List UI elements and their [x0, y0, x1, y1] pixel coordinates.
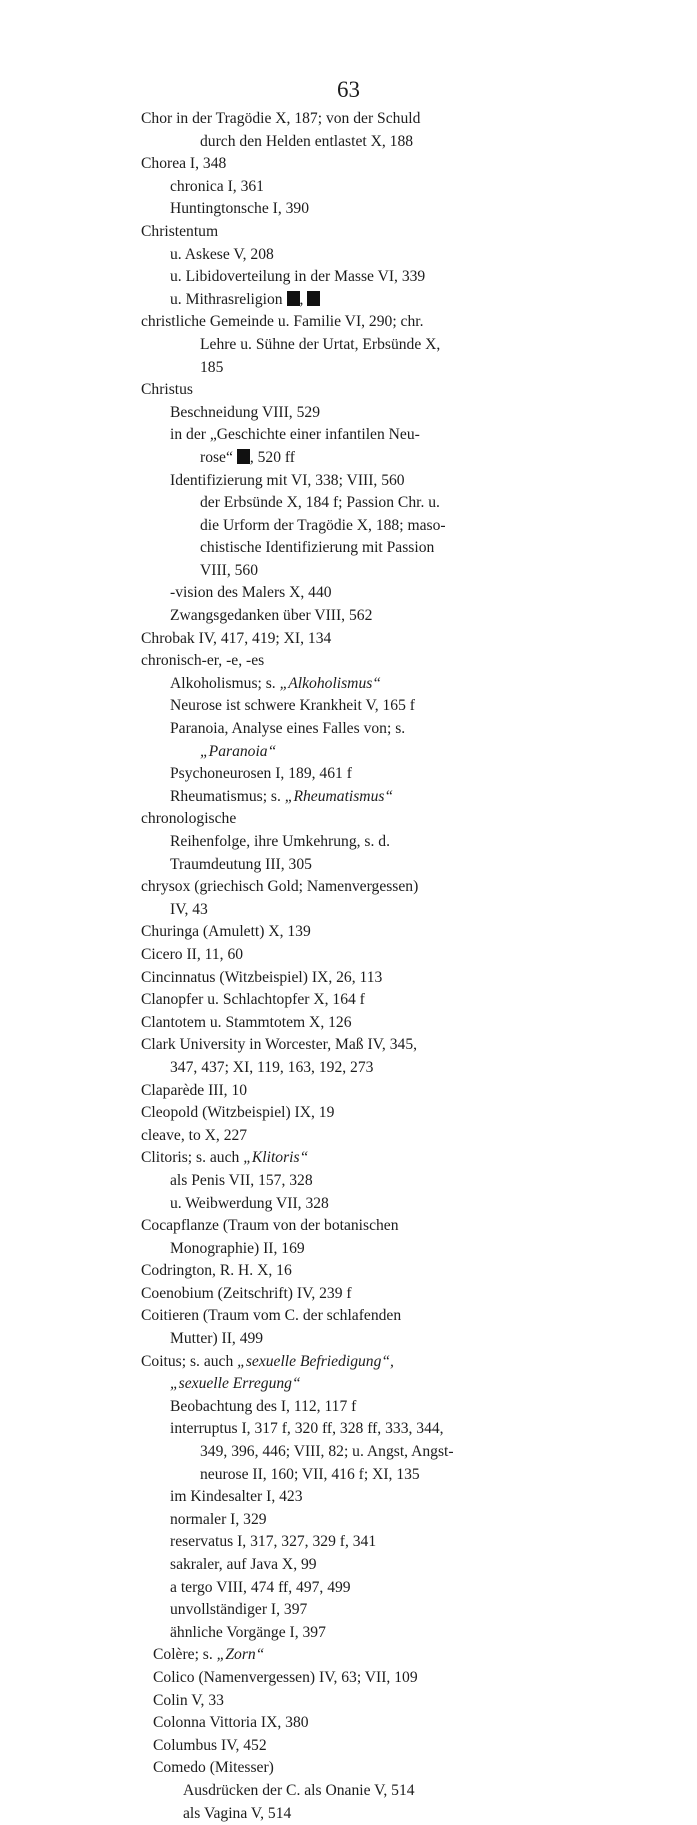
index-reference: „sexuelle Erregung“ [170, 1375, 301, 1393]
index-line [0, 1260, 697, 1283]
index-text: VIII, 560 [200, 561, 259, 579]
index-line [0, 1283, 697, 1306]
index-line [0, 1147, 697, 1170]
index-line [0, 221, 697, 244]
index-text: durch den Helden entlastet X, 188 [200, 132, 414, 150]
index-line [0, 944, 697, 967]
index-line [0, 1712, 697, 1735]
index-text: Clark University in Worcester, Maß IV, 345, [141, 1036, 418, 1054]
index-line [0, 1238, 697, 1261]
index-line [0, 1667, 697, 1690]
index-text: IV, 43 [170, 900, 208, 918]
index-line [0, 266, 697, 289]
index-text: Christus [141, 381, 193, 399]
index-text: normaler I, 329 [170, 1510, 267, 1528]
index-line [0, 244, 697, 267]
index-text: Paranoia, Analyse eines Falles von; s. [170, 720, 406, 738]
index-text: Traumdeutung III, 305 [170, 855, 312, 873]
index-line [0, 718, 697, 741]
index-line [0, 1012, 697, 1035]
index-line [0, 1215, 697, 1238]
index-text: u. Libidoverteilung in der Masse VI, 339 [170, 268, 426, 286]
index-text: -vision des Malers X, 440 [170, 584, 332, 602]
index-text: im Kindesalter I, 423 [170, 1488, 303, 1506]
index-text: cleave, to X, 227 [141, 1126, 248, 1144]
index-line [0, 1351, 697, 1374]
index-text: chistische Identifizierung mit Passion [200, 539, 435, 557]
index-line [0, 1418, 697, 1441]
index-text: chronologische [141, 810, 237, 828]
index-text: als Penis VII, 157, 328 [170, 1171, 313, 1189]
index-line [0, 605, 697, 628]
index-line [0, 402, 697, 425]
index-text: Cincinnatus (Witzbeispiel) IX, 26, 113 [141, 968, 383, 986]
page-number: 63 [337, 77, 360, 102]
index-text: interruptus I, 317 f, 320 ff, 328 ff, 333, 344, [170, 1420, 444, 1438]
index-line [0, 582, 697, 605]
index-text: Beobachtung des I, 112, 117 f [170, 1397, 357, 1415]
index-text: Christentum [141, 222, 219, 240]
index-reference: „Paranoia“ [200, 742, 277, 760]
index-line [0, 899, 697, 922]
index-line [0, 131, 697, 154]
index-reference: „Rheumatismus“ [284, 787, 394, 805]
index-line [0, 1803, 697, 1825]
index-line [0, 741, 697, 764]
index-line [0, 1757, 697, 1780]
index-line [0, 808, 697, 831]
index-line [0, 1644, 697, 1667]
index-text: Comedo (Mitesser) [153, 1759, 274, 1777]
index-line [0, 1780, 697, 1803]
index-text: Mutter) II, 499 [170, 1330, 264, 1348]
index-text: christliche Gemeinde u. Familie VI, 290; chr. [141, 313, 424, 331]
index-text: Codrington, R. H. X, 16 [141, 1262, 292, 1280]
index-text: Neurose ist schwere Krankheit V, 165 f [170, 697, 415, 715]
index-text: Huntingtonsche I, 390 [170, 200, 310, 218]
index-line [0, 831, 697, 854]
index-line [0, 1554, 697, 1577]
index-line [0, 1193, 697, 1216]
index-reference: „Alkoholismus“ [279, 674, 381, 692]
index-text: Columbus IV, 452 [153, 1736, 267, 1754]
index-line [0, 379, 697, 402]
ink-blot-icon [287, 291, 300, 306]
index-text: in der „Geschichte einer infantilen Neu- [170, 426, 420, 444]
index-text: Alkoholismus; s. [170, 674, 280, 692]
index-text: unvollständiger I, 397 [170, 1601, 308, 1619]
index-line [0, 1690, 697, 1713]
index-line [0, 198, 697, 221]
index-text: Cleopold (Witzbeispiel) IX, 19 [141, 1104, 335, 1122]
index-reference: „sexuelle Befriedigung“, [237, 1352, 394, 1370]
index-text: Coitieren (Traum vom C. der schlafenden [141, 1307, 402, 1325]
index-line [0, 447, 697, 470]
index-text: als Vagina V, 514 [183, 1804, 292, 1822]
index-text: Clitoris; s. auch [141, 1149, 244, 1167]
index-line [0, 334, 697, 357]
index-line [0, 1328, 697, 1351]
index-text: Chor in der Tragödie X, 187; von der Schuld [141, 110, 421, 127]
index-line [0, 153, 697, 176]
index-text: Beschneidung VIII, 529 [170, 403, 320, 421]
index-line [0, 1577, 697, 1600]
index-text: Cocapflanze (Traum von der botanischen [141, 1217, 399, 1235]
index-text: Clantotem u. Stammtotem X, 126 [141, 1013, 352, 1031]
index-line [0, 1170, 697, 1193]
index-line [0, 470, 697, 493]
index-text: die Urform der Tragödie X, 188; maso- [200, 516, 446, 534]
index-line [0, 1531, 697, 1554]
index-text: der Erbsünde X, 184 f; Passion Chr. u. [200, 494, 440, 512]
index-text: Reihenfolge, ihre Umkehrung, s. d. [170, 833, 390, 850]
index-text: Coenobium (Zeitschrift) IV, 239 f [141, 1284, 352, 1302]
index-line [0, 1622, 697, 1645]
index-text: Zwangsgedanken über VIII, 562 [170, 607, 373, 625]
index-line [0, 967, 697, 990]
index-line [0, 1735, 697, 1758]
index-text: Clanopfer u. Schlachtopfer X, 164 f [141, 991, 365, 1009]
index-text: 185 [200, 358, 224, 376]
index-text: Rheumatismus; s. [170, 787, 285, 805]
index-line [0, 1464, 697, 1487]
index-text: Identifizierung mit VI, 338; VIII, 560 [170, 471, 405, 489]
index-text: Chorea I, 348 [141, 155, 227, 173]
index-text: Chrobak IV, 417, 419; XI, 134 [141, 629, 332, 647]
index-text: Colonna Vittoria IX, 380 [153, 1714, 309, 1732]
index-line [0, 989, 697, 1012]
index-text: reservatus I, 317, 327, 329 f, 341 [170, 1533, 377, 1551]
index-text: Cicero II, 11, 60 [141, 945, 244, 963]
index-line [0, 921, 697, 944]
index-line [0, 1441, 697, 1464]
ink-blot-icon [237, 449, 250, 464]
index-line [0, 854, 697, 877]
index-text: sakraler, auf Java X, 99 [170, 1556, 317, 1573]
index-line [0, 763, 697, 786]
index-reference: „Zorn“ [216, 1646, 265, 1664]
index-line [0, 357, 697, 380]
index-line [0, 1057, 697, 1080]
index-text: u. Askese V, 208 [170, 245, 274, 263]
index-line [0, 311, 697, 334]
index-line [0, 108, 697, 131]
index-text: Psychoneurosen I, 189, 461 f [170, 765, 352, 783]
index-line [0, 1034, 697, 1057]
index-text: Claparède III, 10 [141, 1081, 248, 1099]
index-line [0, 515, 697, 538]
index-line [0, 537, 697, 560]
index-line [0, 695, 697, 718]
index-line [0, 650, 697, 673]
index-text: u. Mithrasreligion [170, 290, 283, 308]
index-line [0, 1486, 697, 1509]
index-line [0, 1599, 697, 1622]
index-line [0, 1373, 697, 1396]
index-text: Lehre u. Sühne der Urtat, Erbsünde X, [200, 335, 441, 353]
index-line [0, 1080, 697, 1103]
index-line [0, 1305, 697, 1328]
index-text: chronica I, 361 [170, 177, 264, 195]
index-text: chrysox (griechisch Gold; Namenvergessen) [141, 878, 419, 896]
index-line [0, 786, 697, 809]
index-text: , 520 ff [249, 448, 296, 466]
index-text: rose“ [200, 448, 233, 466]
index-text: Ausdrücken der C. als Onanie V, 514 [183, 1781, 415, 1799]
index-line [0, 1509, 697, 1532]
index-line [0, 492, 697, 515]
index-text: ähnliche Vorgänge I, 397 [170, 1623, 326, 1641]
index-entries [0, 108, 697, 1825]
index-line [0, 424, 697, 447]
index-line [0, 1102, 697, 1125]
index-text: 347, 437; XI, 119, 163, 192, 273 [170, 1058, 374, 1076]
index-line [0, 1125, 697, 1148]
index-text: neurose II, 160; VII, 416 f; XI, 135 [200, 1465, 420, 1483]
index-text: Colico (Namenvergessen) IV, 63; VII, 109 [153, 1668, 418, 1686]
index-reference: „Klitoris“ [243, 1149, 309, 1167]
ink-blot-icon [307, 291, 320, 306]
index-text: chronisch-er, -e, -es [141, 652, 265, 670]
index-text: Churinga (Amulett) X, 139 [141, 923, 311, 941]
index-line: u. Mithrasreligion , [0, 289, 697, 312]
index-text: Colin V, 33 [153, 1691, 224, 1709]
index-text: Coitus; s. auch [141, 1352, 238, 1370]
index-line [0, 628, 697, 651]
index-line [0, 876, 697, 899]
index-text: 349, 396, 446; VIII, 82; u. Angst, Angst- [200, 1443, 454, 1461]
index-line [0, 176, 697, 199]
index-text: a tergo VIII, 474 ff, 497, 499 [170, 1578, 351, 1596]
index-text: Monographie) II, 169 [170, 1239, 305, 1257]
index-text: u. Weibwerdung VII, 328 [170, 1194, 329, 1212]
index-line [0, 673, 697, 696]
index-text: Colère; s. [153, 1646, 217, 1664]
index-line [0, 1396, 697, 1419]
index-line [0, 560, 697, 583]
